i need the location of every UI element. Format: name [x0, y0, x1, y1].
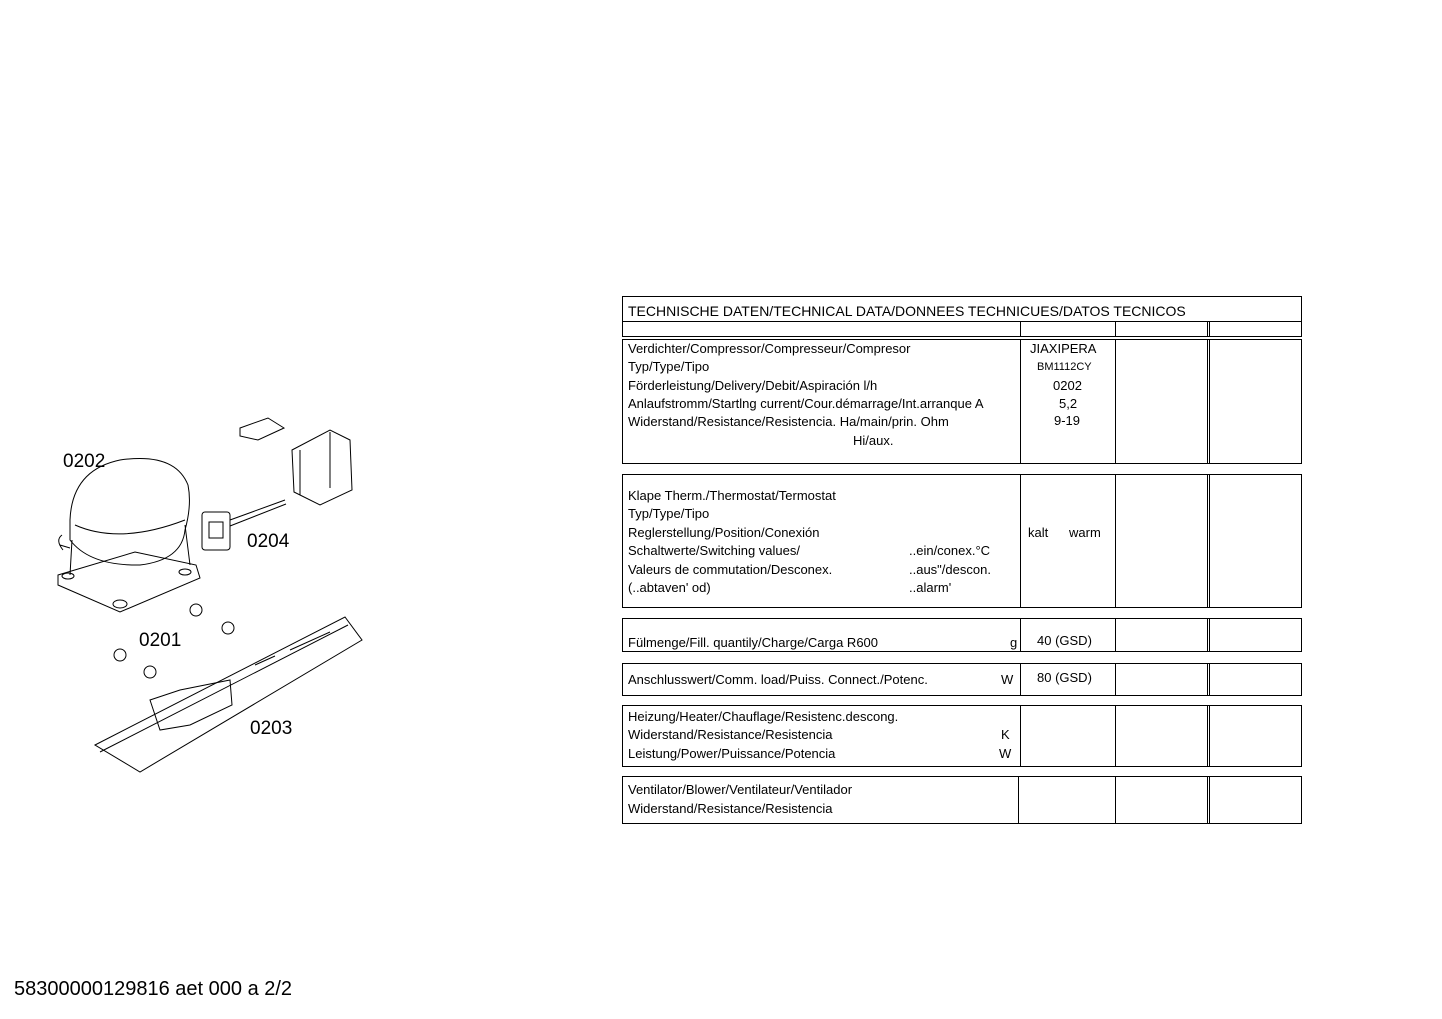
compressor-line: Typ/Type/Tipo	[628, 359, 710, 374]
thermostat-line: Schaltwerte/Switching values/	[628, 543, 800, 558]
fill-quantity-unit: g	[1010, 635, 1018, 650]
connected-load-label: Anschlusswert/Comm. load/Puiss. Connect./Potenc.	[628, 672, 928, 687]
thermostat-line: Reglerstellung/Position/Conexión	[628, 525, 820, 540]
thermostat-line: (..abtaven' od)	[628, 580, 711, 595]
thermostat-block	[622, 474, 1302, 608]
part-label-0203: 0203	[250, 718, 293, 739]
part-label-0201: 0201	[139, 630, 182, 651]
heater-line: Widerstand/Resistance/Resistencia	[628, 727, 833, 742]
document-number-footer: 58300000129816 aet 000 a 2/2	[14, 978, 293, 1000]
blower-line: Ventilator/Blower/Ventilateur/Ventilador	[628, 782, 853, 797]
heater-line: Leistung/Power/Puissance/Potencia	[628, 746, 836, 761]
fill-quantity-value: 40 (GSD)	[1037, 633, 1092, 648]
thermostat-line: Klape Therm./Thermostat/Termostat	[628, 488, 836, 503]
compressor-line: Widerstand/Resistance/Resistencia. Ha/main/prin. Ohm	[628, 414, 949, 429]
thermostat-right-line: ..ein/conex.°C	[909, 543, 991, 558]
connected-load-value: 80 (GSD)	[1037, 670, 1092, 685]
compressor-value: 0202	[1053, 378, 1082, 393]
compressor-line: Hi/aux.	[853, 433, 894, 448]
part-label-0204: 0204	[247, 531, 290, 552]
technical-data-title: TECHNISCHE DATEN/TECHNICAL DATA/DONNEES TECHNICUES/DATOS TECNICOS	[628, 303, 1186, 319]
thermostat-right-line: ..alarm'	[909, 580, 952, 595]
thermostat-line: Valeurs de commutation/Desconex.	[628, 562, 833, 577]
compressor-block	[622, 339, 1302, 464]
compressor-line: Förderleistung/Delivery/Debit/Aspiración l/h	[628, 378, 878, 393]
thermostat-line: Typ/Type/Tipo	[628, 506, 710, 521]
blower-line: Widerstand/Resistance/Resistencia	[628, 801, 833, 816]
connected-load-unit: W	[1001, 672, 1014, 687]
compressor-line: Verdichter/Compressor/Compresseur/Compresor	[628, 341, 911, 356]
fill-quantity-label: Fülmenge/Fill. quantily/Charge/Carga R600	[628, 635, 879, 650]
compressor-value: 9-19	[1054, 413, 1081, 428]
technical-data-title-row	[622, 296, 1302, 322]
compressor-value: JIAXIPERA	[1030, 341, 1097, 356]
part-label-0202: 0202	[63, 451, 106, 472]
heater-unit: W	[999, 746, 1012, 761]
exploded-parts-drawing	[0, 0, 600, 820]
heater-unit: K	[1001, 727, 1010, 742]
compressor-value: 5,2	[1059, 396, 1078, 411]
base-plate-drawing	[95, 617, 362, 772]
fill-quantity-block	[622, 618, 1302, 652]
blower-block	[622, 776, 1302, 824]
thermostat-value-kalt: kalt	[1028, 525, 1049, 540]
compressor-drawing	[58, 458, 200, 612]
technical-data-header-subrow	[622, 322, 1302, 337]
heater-line: Heizung/Heater/Chauflage/Resistenc.descong.	[628, 709, 899, 724]
compressor-line: Anlaufstromm/Startlng current/Cour.démarrage/Int.arranque A	[628, 396, 984, 411]
compressor-value: BM1112CY	[1037, 361, 1092, 373]
thermostat-value-warm: warm	[1069, 525, 1101, 540]
connected-load-block	[622, 663, 1302, 696]
heater-block	[622, 705, 1302, 767]
thermostat-right-line: ..aus"/descon.	[909, 562, 991, 577]
